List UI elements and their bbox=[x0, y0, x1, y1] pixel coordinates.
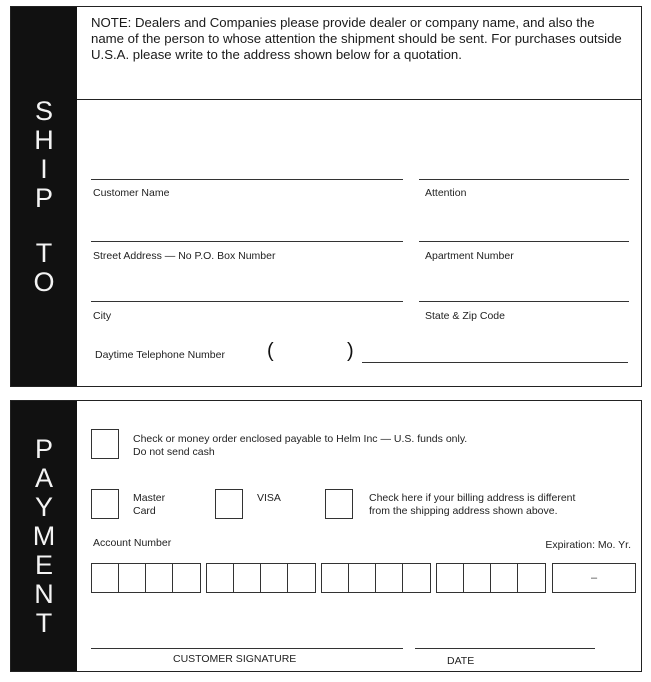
account-digit-box[interactable] bbox=[207, 564, 234, 592]
check-money-order-checkbox[interactable] bbox=[91, 429, 119, 459]
mastercard-label: Master bbox=[133, 492, 166, 504]
account-digit-box[interactable] bbox=[322, 564, 349, 592]
side-letter: M bbox=[32, 520, 56, 551]
expiration-separator: – bbox=[590, 572, 598, 584]
phone-label: Daytime Telephone Number bbox=[95, 349, 225, 361]
account-digit-box[interactable] bbox=[403, 564, 430, 592]
customer-signature-field[interactable] bbox=[91, 648, 403, 649]
account-digit-box[interactable] bbox=[491, 564, 518, 592]
side-letter: A bbox=[34, 462, 53, 493]
do-not-send-cash-text: Do not send cash bbox=[133, 446, 215, 458]
phone-paren-open: ( bbox=[267, 340, 274, 362]
account-number-group-1[interactable] bbox=[91, 563, 201, 593]
account-digit-box[interactable] bbox=[92, 564, 119, 592]
account-digit-box[interactable] bbox=[518, 564, 545, 592]
phone-paren-close: ) bbox=[347, 340, 354, 362]
ship-to-section bbox=[10, 6, 642, 387]
state-zip-label: State & Zip Code bbox=[425, 310, 505, 322]
payment-section bbox=[10, 400, 642, 672]
side-letter: Y bbox=[34, 491, 53, 522]
side-letter: H bbox=[34, 124, 54, 155]
visa-checkbox[interactable] bbox=[215, 489, 243, 519]
mastercard-label-line2: Card bbox=[133, 505, 156, 517]
account-digit-box[interactable] bbox=[349, 564, 376, 592]
billing-address-checkbox[interactable] bbox=[325, 489, 353, 519]
phone-number-field[interactable] bbox=[362, 362, 628, 363]
apartment-number-label: Apartment Number bbox=[425, 250, 514, 262]
attention-field[interactable] bbox=[419, 179, 629, 180]
account-number-group-4[interactable] bbox=[436, 563, 546, 593]
visa-label: VISA bbox=[257, 492, 281, 504]
area-code-field[interactable] bbox=[282, 362, 340, 363]
date-field[interactable] bbox=[415, 648, 595, 649]
account-number-label: Account Number bbox=[93, 537, 172, 549]
side-letter: O bbox=[33, 266, 55, 297]
customer-name-field[interactable] bbox=[91, 179, 403, 180]
account-digit-box[interactable] bbox=[146, 564, 173, 592]
billing-address-text: Check here if your billing address is different bbox=[369, 492, 576, 504]
apartment-number-field[interactable] bbox=[419, 241, 629, 242]
side-letter: S bbox=[34, 95, 53, 126]
expiration-date-field[interactable] bbox=[552, 563, 636, 593]
street-address-field[interactable] bbox=[91, 241, 403, 242]
side-letter: T bbox=[35, 237, 53, 268]
check-money-order-text: Check or money order enclosed payable to Helm Inc — U.S. funds only. bbox=[133, 433, 468, 445]
side-letter: I bbox=[40, 153, 48, 184]
ship-to-content bbox=[77, 7, 641, 386]
attention-label: Attention bbox=[425, 187, 467, 199]
customer-signature-label: CUSTOMER SIGNATURE bbox=[173, 653, 297, 665]
account-number-group-2[interactable] bbox=[206, 563, 316, 593]
account-digit-box[interactable] bbox=[288, 564, 315, 592]
side-letter: N bbox=[34, 578, 54, 609]
ship-to-sidebar bbox=[11, 7, 77, 386]
note-text: NOTE: Dealers and Companies please provide dealer or company name, and also the name of the person to whose attention the shipment should be sent. For purchases outside U.S.A. please write to the address shown below for a quotation. bbox=[77, 7, 641, 100]
customer-name-label: Customer Name bbox=[93, 187, 170, 199]
account-digit-box[interactable] bbox=[464, 564, 491, 592]
payment-sidebar bbox=[11, 401, 77, 671]
mastercard-checkbox[interactable] bbox=[91, 489, 119, 519]
account-digit-box[interactable] bbox=[376, 564, 403, 592]
state-zip-field[interactable] bbox=[419, 301, 629, 302]
city-field[interactable] bbox=[91, 301, 403, 302]
city-label: City bbox=[93, 310, 112, 322]
billing-address-text-line2: from the shipping address shown above. bbox=[369, 505, 558, 517]
account-digit-box[interactable] bbox=[234, 564, 261, 592]
date-label: DATE bbox=[447, 655, 475, 667]
account-number-group-3[interactable] bbox=[321, 563, 431, 593]
expiration-label: Expiration: Mo. Yr. bbox=[545, 539, 631, 551]
payment-content bbox=[77, 401, 641, 671]
account-digit-box[interactable] bbox=[173, 564, 200, 592]
street-address-label: Street Address — No P.O. Box Number bbox=[93, 250, 276, 262]
account-digit-box[interactable] bbox=[261, 564, 288, 592]
side-letter: P bbox=[34, 433, 53, 464]
side-letter: T bbox=[35, 607, 53, 638]
side-letter: E bbox=[34, 549, 53, 580]
account-digit-box[interactable] bbox=[119, 564, 146, 592]
account-digit-box[interactable] bbox=[437, 564, 464, 592]
side-letter: P bbox=[34, 182, 53, 213]
